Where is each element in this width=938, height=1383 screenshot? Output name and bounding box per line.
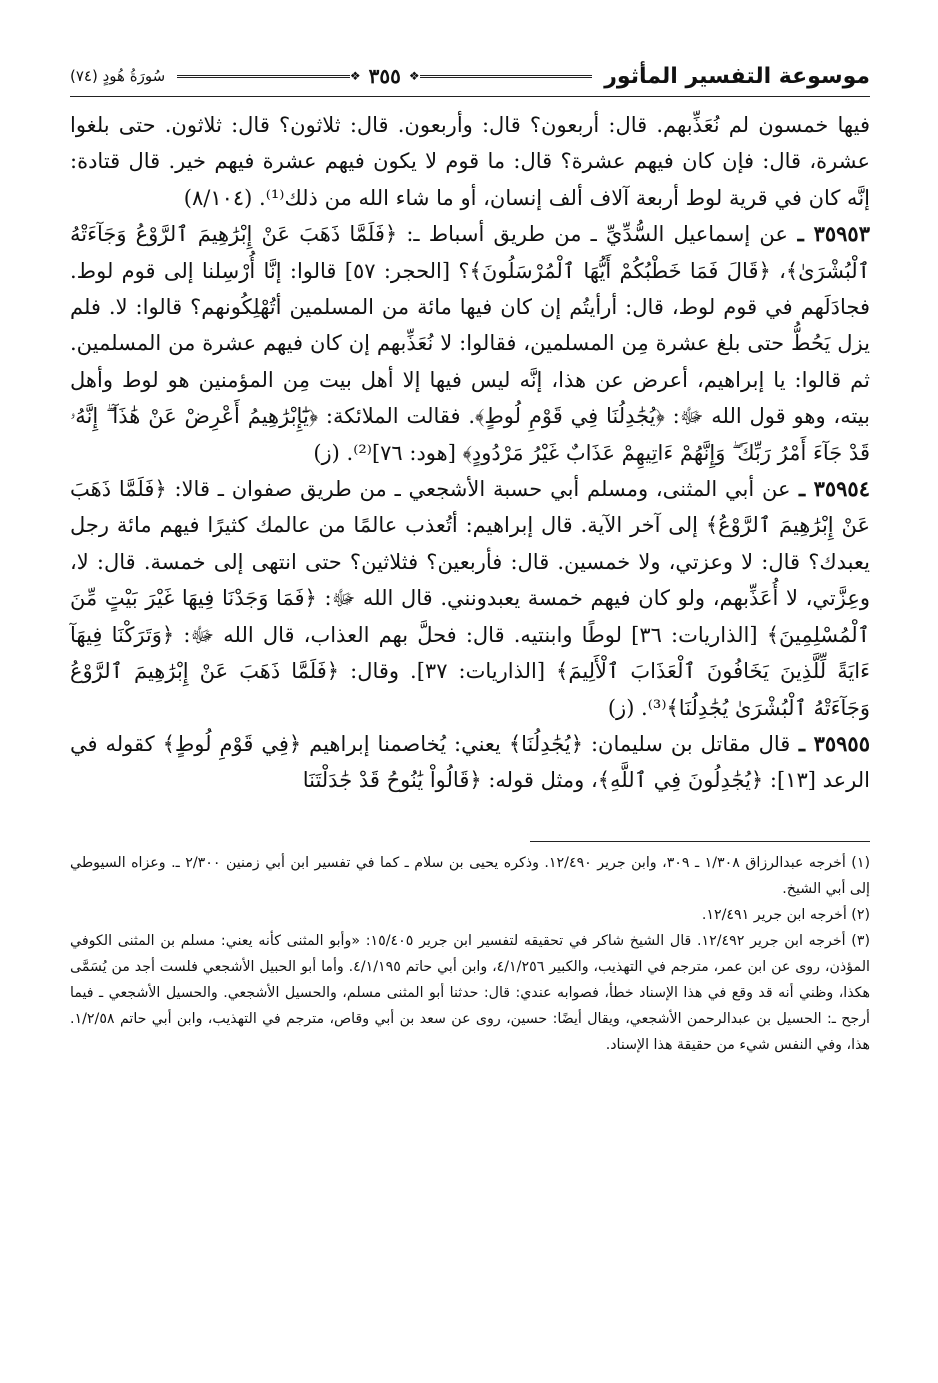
ornament-icon: ❖: [349, 69, 361, 83]
page: [70, 58, 870, 1058]
narration-35953: [70, 216, 870, 471]
main-text: [70, 107, 870, 799]
surah-label: سُورَةُ هُودٍ (٧٤): [70, 67, 166, 85]
header-divider: [70, 96, 870, 97]
footnotes: [70, 850, 870, 1058]
footnote-1: (١) أخرجه عبدالرزاق ١/٣٠٨ ـ ٣٠٩، وابن جرير ١٢/٤٩٠. وذكره يحيى بن سلام ـ كما في تفسير ابن أبي زمنين ٢/٣٠٠ ـ. وعزاه السيوطي إلى أبي الشيخ.: [70, 854, 870, 897]
narration-number: ٣٥٩٥٣ ـ: [787, 221, 870, 247]
book-title: موسوعة التفسير المأثور: [604, 63, 870, 89]
header-rule-left: [177, 75, 350, 78]
running-header: [70, 58, 870, 94]
narration-number: ٣٥٩٥٥ ـ: [790, 730, 870, 756]
paragraph-text: عن أبي المثنى، ومسلم أبي حسبة الأشجعي ـ من طريق صفوان ـ قالا: ﴿فَلَمَّا ذَهَبَ عَنْ إِبْرَٰهِيمَ ٱلرَّوْعُ﴾ إلى آخر الآية. قال إبراهيم: أتُعذب عالمًا من عالمك كثيرًا فيهم مائة رجل يعبدك؟ قال: لا وعزتي، ولا خمسين. قال: فأربعين؟ فثلاثين؟ حتى انتهى إلى خمسة. قال: لا، وعِزَّتي، لا أُعَذِّبهم، ولو كان فيهم خمسة يعبدونني. قال الله ﷻ: ﴿فَمَا وَجَدْنَا فِيهَا غَيْرَ بَيْتٍ مِّنَ ٱلْمُسْلِمِينَ﴾ [الذاريات: ٣٦] لوطًا وابنتيه. قال: فحلَّ بهم العذاب، قال الله ﷻ: ﴿وَتَرَكْنَا فِيهَآ ءَايَةً لِّلَّذِينَ يَخَافُونَ ٱلْعَذَابَ ٱلْأَلِيمَ﴾ [الذاريات: ٣٧]. وقال: ﴿فَلَمَّا ذَهَبَ عَنْ إِبْرَٰهِيمَ ٱلرَّوْعُ وَجَآءَتْهُ ٱلْبُشْرَىٰ يُجَٰدِلُنَا﴾⁽³⁾. (ز): [70, 477, 871, 720]
page-number: ٣٥٥: [368, 64, 401, 88]
page-number-bar: [177, 64, 592, 88]
narration-number: ٣٥٩٥٤ ـ: [790, 476, 870, 502]
footnote-separator: [530, 841, 870, 842]
ornament-icon: ❖: [408, 69, 420, 83]
paragraph-continuation: [70, 107, 870, 216]
paragraph-text: عن إسماعيل السُّدِّيِّ ـ من طريق أسباط ـ: ﴿فَلَمَّا ذَهَبَ عَنْ إِبْرَٰهِيمَ ٱلرَّوْعُ وَجَآءَتْهُ ٱلْبُشْرَىٰ﴾، ﴿قَالَ فَمَا خَطْبُكُمْ أَيُّهَا ٱلْمُرْسَلُونَ﴾؟ [الحجر: ٥٧] قالوا: إنَّا أُرْسِلنا إلى قوم لوط. فجادَلَهم في قوم لوط، قال: أرأيتُم إن كان فيها مائة من المسلمين أتُهْلِكُونهم؟ قالوا: لا. فلم يزل يَحُطُّ حتى بلغ عشرة مِن المسلمين، فقالوا: لا نُعَذِّبهم إن كان فيهم عشرة من المسلمين. ثم قالوا: يا إبراهيم، أعرض عن هذا، إنَّه ليس فيها إلا أهل بيت مِن المؤمنين هو لوط وأهل بيته، وهو قول الله ﷻ: ﴿يُجَٰدِلُنَا فِي قَوْمِ لُوطٍ﴾. فقالت الملائكة: ﴿يَٰٓإِبْرَٰهِيمُ أَعْرِضْ عَنْ هَٰذَآ ۖ إِنَّهُۥ قَدْ جَآءَ أَمْرُ رَبِّكَ ۖ وَإِنَّهُمْ ءَاتِيهِمْ عَذَابٌ غَيْرُ مَرْدُودٍ﴾ [هود: ٧٦]⁽²⁾. (ز): [70, 222, 870, 465]
paragraph-text: فيها خمسون لم نُعَذِّبهم. قال: أربعون؟ قال: وأربعون. قال: ثلاثون؟ قال: ثلاثون. حتى بلغوا عشرة، قال: فإن كان فيهم عشرة؟ قال: ما قوم لا يكون فيهم عشرة فيهم خير. قال قتادة: إنَّه كان في قرية لوط أربعة آلاف ألف إنسان، أو ما شاء الله من ذلك⁽¹⁾. (٨/١٠٤): [70, 113, 870, 210]
footnote-2: (٢) أخرجه ابن جرير ١٢/٤٩١.: [701, 906, 870, 923]
narration-35954: [70, 471, 870, 726]
paragraph-text: قال مقاتل بن سليمان: ﴿يُجَٰدِلُنَا﴾ يعني: يُخاصمنا إبراهيم ﴿فِي قَوْمِ لُوطٍ﴾ كقوله في الرعد [١٣]: ﴿يُجَٰدِلُونَ فِي ٱللَّهِ﴾، ومثل قوله: ﴿قَالُواْ يَٰنُوحُ قَدْ جَٰدَلْتَنَا: [70, 731, 870, 793]
footnote-3: (٣) أخرجه ابن جرير ١٢/٤٩٢. قال الشيخ شاكر في تحقيقه لتفسير ابن جرير ١٥/٤٠٥: «وأبو المثنى كأنه يعني: مسلم بن المثنى الكوفي المؤذن، روى عن ابن عمر، مترجم في التهذيب، والكبير ٤/١/٢٥٦، وابن أبي حاتم ٤/١/١٩٥. وأما أبو الحبيل الأشجعي فلست أجد من يُسَمَّى هكذا، وظني أنه قد وقع في هذا الإسناد خطأ، فصوابه عندي: قال: حدثنا أبو المثنى مسلم، والحسيل الأشجعي. والحسيل الأشجعي ـ فيما أرجح ـ: الحسيل بن عبدالرحمن الأشجعي، ويقال أيضًا: حسين، روى عن سعد بن أبي وقاص، مترجم في التهذيب، وابن أبي حاتم ١/٢/٥٨. هذا، وفي النفس شيء من حقيقة هذا الإسناد.: [70, 932, 870, 1053]
header-rule-right: [420, 75, 593, 78]
narration-35955: [70, 726, 870, 799]
